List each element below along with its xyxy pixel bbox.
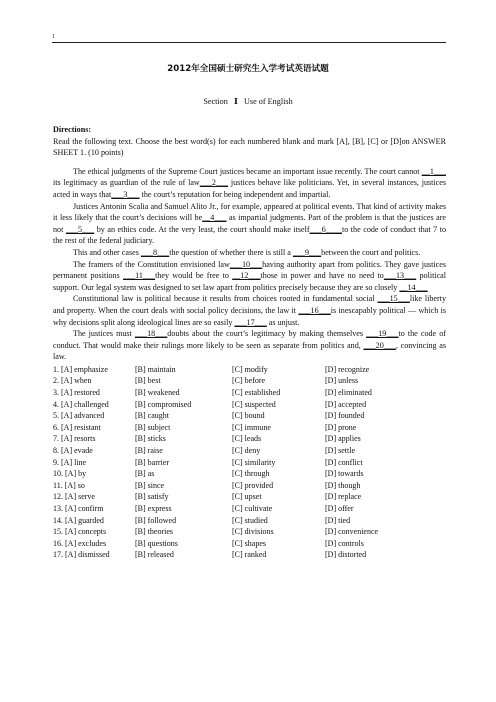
passage-text: The justices must	[73, 329, 135, 339]
option-row	[53, 538, 378, 550]
option-choice: [D] convenience	[325, 527, 379, 537]
option-choice: 8. [A] evade	[53, 446, 93, 456]
option-choice: [D] towards	[325, 469, 364, 479]
option-row	[53, 480, 378, 492]
option-choice: 1. [A] emphasize	[53, 364, 108, 374]
option-choice: [D] accepted	[325, 399, 367, 409]
option-row	[53, 422, 378, 434]
option-choice: [B] since	[135, 480, 165, 490]
option-choice: [D] controls	[325, 538, 364, 548]
option-choice: [C] established	[232, 388, 281, 398]
option-row	[53, 375, 378, 387]
answer-blank: __4___	[202, 213, 227, 223]
passage-text: having authority apart from politics. They gave justices permanent positions	[53, 259, 446, 281]
directions-label: Directions:	[53, 125, 92, 134]
answer-blank: ___11___	[122, 271, 156, 281]
option-choice: 7. [A] resorts	[53, 434, 96, 444]
option-row	[53, 549, 378, 561]
passage-text: , convincing as law.	[53, 340, 447, 362]
passage-text: like liberty and property. When the court deals with social policy decisions, the law it	[53, 294, 447, 315]
option-choice: 16. [A] excludes	[53, 538, 107, 548]
option-choice: 2. [A] when	[53, 376, 92, 386]
answer-blank: ___3___	[111, 189, 140, 199]
option-row	[53, 387, 378, 399]
option-row	[53, 433, 378, 445]
option-choice: [C] shapes	[232, 538, 266, 548]
option-choice: [D] unless	[325, 376, 359, 386]
answer-blank: __14___	[399, 282, 428, 292]
option-row	[53, 457, 378, 469]
option-choice: [B] best	[135, 376, 161, 386]
option-choice: [C] upset	[232, 492, 262, 502]
passage-paragraph	[53, 293, 446, 328]
option-choice: [C] immune	[232, 422, 271, 432]
option-choice: 10. [A] by	[53, 469, 87, 479]
option-choice: 6. [A] resistant	[53, 422, 101, 432]
answer-blank: ___8___	[140, 247, 170, 257]
passage-text: as impartial judgments. Part of the problem is that the justices are not	[53, 213, 446, 234]
option-row	[53, 468, 378, 480]
passage-text: to the code of conduct. That would make their rulings more likely to be seen as separate from politics and,	[53, 329, 447, 350]
passage-text: This and other cases	[73, 247, 141, 257]
passage-text: its legitimacy as guardian of the rule of law	[53, 178, 200, 188]
option-choice: [B] theories	[135, 527, 173, 537]
passage-paragraph	[53, 259, 446, 294]
passage-text: between the court and politics.	[321, 247, 421, 257]
document-title: 2012年全国硕士研究生入学考试英语试题	[167, 64, 329, 74]
option-row	[53, 399, 378, 411]
passage-text: those in power and have no need to	[260, 271, 384, 281]
answer-blank: ___9___	[292, 247, 322, 257]
option-choice: [B] barrier	[135, 457, 169, 467]
option-choice: 5. [A] advanced	[53, 411, 105, 421]
passage-text: justices behave like politicians. Yet, in several instances, justices acted in ways that	[53, 178, 446, 199]
section-label: Section	[203, 97, 228, 106]
spacer	[53, 159, 446, 166]
passage	[53, 166, 446, 363]
option-choice: [B] express	[135, 504, 172, 513]
passage-text: is inescapably political — which is why decisions split along ideological lines are so easily	[53, 305, 447, 327]
option-choice: [B] subject	[135, 422, 171, 432]
option-row	[53, 410, 378, 422]
option-choice: [C] cultivate	[232, 504, 273, 513]
option-choice: [C] before	[232, 376, 266, 386]
option-choice: [C] similarity	[232, 457, 276, 467]
passage-text: they would be free to	[155, 271, 233, 281]
answer-blank: ___17___	[234, 317, 267, 327]
option-choice: [C] leads	[232, 434, 262, 444]
option-choice: [D] founded	[325, 411, 365, 421]
option-choice: [B] maintain	[135, 364, 176, 374]
passage-paragraph	[53, 247, 446, 259]
option-choice: [D] tied	[325, 515, 351, 525]
option-choice: 13. [A] confirm	[53, 504, 104, 513]
options-table	[53, 364, 378, 561]
option-choice: [B] followed	[135, 515, 177, 525]
option-choice: [C] deny	[232, 446, 261, 456]
option-choice: [D] offer	[325, 504, 354, 513]
option-choice: 11. [A] so	[53, 480, 85, 490]
passage-text: The ethical judgments of the Supreme Court justices became an important issue recently. The court cannot	[73, 166, 422, 176]
section-name: Use of English	[244, 97, 293, 106]
passage-paragraph	[53, 328, 446, 363]
answer-blank: __12___	[232, 271, 261, 281]
page-number: 1	[52, 34, 55, 40]
option-row	[53, 445, 378, 457]
answer-blank: ___15___	[377, 294, 410, 304]
passage-paragraph	[53, 201, 446, 247]
option-choice: 17. [A] dismissed	[53, 550, 110, 560]
passage-text: the question of whether there is still a	[169, 247, 293, 257]
option-choice: [C] through	[232, 469, 270, 479]
answer-blank: ___19___	[366, 329, 399, 339]
exam-content	[53, 124, 446, 561]
option-choice: [C] provided	[232, 480, 274, 490]
option-choice: [D] applies	[325, 434, 361, 444]
option-choice: 12. [A] serve	[53, 492, 95, 502]
option-row	[53, 503, 378, 515]
passage-text: to the code of conduct that 7 to the rest of the federal judiciary.	[53, 224, 446, 246]
option-choice: [B] caught	[135, 411, 169, 421]
option-row	[53, 364, 378, 376]
option-choice: [C] modify	[232, 364, 268, 374]
answer-blank: ___5___	[65, 224, 95, 234]
passage-text: doubts about the court’s legitimacy by making themselves	[167, 329, 367, 339]
passage-text: The framers of the Constitution envisioned law	[73, 259, 230, 269]
section-heading	[0, 96, 496, 106]
option-choice: [D] conflict	[325, 457, 363, 467]
passage-text: political support. Our legal system was designed to set law apart from politics precisely because they are so closely	[53, 271, 447, 292]
option-choice: [D] though	[325, 480, 361, 490]
passage-text: Justices Antonin Scalia and Samuel Alito Jr., for example, appeared at political events. That kind of activity makes it less likely that the court’s decisions will be	[53, 201, 446, 223]
option-row	[53, 491, 378, 503]
option-choice: [C] divisions	[232, 527, 274, 537]
option-choice: [B] released	[135, 550, 174, 560]
option-choice: [D] distorted	[325, 550, 367, 560]
option-choice: [C] ranked	[232, 550, 267, 560]
passage-text: by an ethics code. At the very least, the court should make itself	[94, 224, 310, 234]
option-choice: [D] prone	[325, 422, 357, 432]
section-numeral: Ⅰ	[234, 97, 238, 106]
passage-text: as unjust.	[266, 317, 300, 327]
option-choice: 4. [A] challenged	[53, 399, 109, 409]
option-choice: [C] bound	[232, 411, 265, 421]
option-choice: [D] eliminated	[325, 388, 372, 398]
answer-blank: ___2___	[199, 178, 229, 188]
option-choice: [B] sticks	[135, 434, 166, 444]
option-choice: 14. [A] guarded	[53, 515, 104, 525]
passage-text: the court’s reputation for being independent and impartial.	[139, 189, 331, 199]
answer-blank: ___20___	[363, 340, 396, 350]
option-choice: [B] questions	[135, 538, 178, 548]
option-choice: [B] weakened	[135, 388, 180, 398]
option-choice: [C] suspected	[232, 399, 276, 409]
answer-blank: ___6____	[309, 224, 342, 234]
option-choice: [C] studied	[232, 515, 268, 525]
option-choice: 15. [A] concepts	[53, 527, 107, 537]
option-choice: 9. [A] line	[53, 457, 87, 467]
option-choice: [D] replace	[325, 492, 362, 502]
option-choice: [B] satisfy	[135, 492, 169, 502]
passage-paragraph	[53, 166, 446, 201]
answer-blank: ___10___	[229, 259, 263, 269]
answer-blank: ___13___	[383, 271, 417, 281]
directions-text: Read the following text. Choose the best word(s) for each numbered blank and mark [A], [B], [C] or [D]on ANSWER SHEET 1. (10 points)	[53, 136, 446, 158]
answer-blank: ___18___	[134, 329, 168, 339]
option-row	[53, 526, 378, 538]
passage-text: Constitutional law is political because it results from choices rooted in fundamental social	[73, 294, 378, 304]
option-choice: [B] as	[135, 469, 155, 479]
answer-blank: __1___	[421, 166, 446, 176]
option-row	[53, 515, 378, 527]
answer-blank: ___16___	[298, 305, 331, 315]
option-choice: [D] settle	[325, 446, 355, 456]
option-choice: 3. [A] restored	[53, 388, 100, 398]
option-choice: [B] raise	[135, 446, 163, 456]
header-rule	[52, 42, 446, 43]
option-choice: [D] recognize	[325, 364, 370, 374]
option-choice: [B] compromised	[135, 399, 192, 409]
